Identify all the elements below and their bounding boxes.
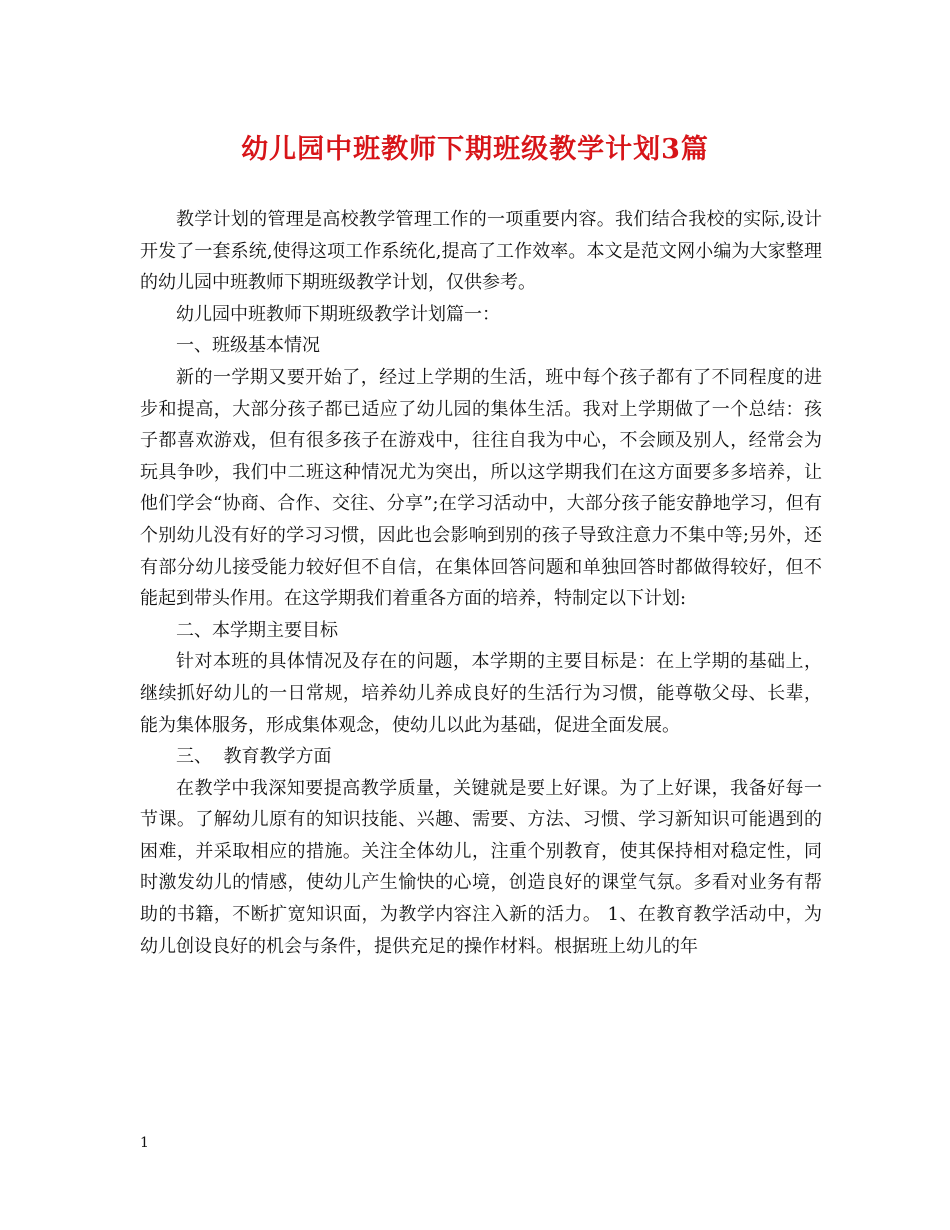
document-body: [140, 204, 822, 962]
main-goals-paragraph: 针对本班的具体情况及存在的问题，本学期的主要目标是：在上学期的基础上，继续抓好幼儿的一日常规，培养幼儿养成良好的生活行为习惯，能尊敬父母、长辈，能为集体服务，形成集体观念，使幼儿以此为基础，促进全面发展。: [140, 651, 822, 736]
class-situation-paragraph: 新的一学期又要开始了，经过上学期的生活，班中每个孩子都有了不同程度的进步和提高，大部分孩子都已适应了幼儿园的集体生活。我对上学期做了一个总结：孩子都喜欢游戏，但有很多孩子在游戏中，往往自我为中心，不会顾及别人，经常会为玩具争吵，我们中二班这种情况尤为突出，所以这学期我们在这方面要多多培养，让他们学会“协商、合作、交往、分享”;在学习活动中，大部分孩子能安静地学习，但有个别幼儿没有好的学习习惯，因此也会影响到别的孩子导致注意力不集中等;另外，还有部分幼儿接受能力较好但不自信，在集体回答问题和单独回答时都做得较好，但不能起到带头作用。在这学期我们着重各方面的培养，特制定以下计划:: [140, 366, 822, 610]
section-heading-class-situation: 一、班级基本情况: [176, 335, 320, 357]
section-heading-plan-one: 幼儿园中班教师下期班级教学计划篇一：: [176, 303, 500, 325]
document-title: 幼儿园中班教师下期班级教学计划3篇: [241, 134, 709, 165]
page-number: 1: [140, 1135, 149, 1151]
teaching-paragraph: 在教学中我深知要提高教学质量，关键就是要上好课。为了上好课，我备好每一节课。了解幼儿原有的知识技能、兴趣、需要、方法、习惯、学习新知识可能遇到的困难，并采取相应的措施。关注全体幼儿，注重个别教育，使其保持相对稳定性，同时激发幼儿的情感，使幼儿产生愉快的心境，创造良好的课堂气氛。多看对业务有帮助的书籍，不断扩宽知识面，为教学内容注入新的活力。 1、在教育教学活动中，为幼儿创设良好的机会与条件，提供充足的操作材料。根据班上幼儿的年: [140, 777, 822, 957]
section-heading-main-goals: 二、本学期主要目标: [176, 619, 338, 641]
section-heading-teaching: 三、 教育教学方面: [176, 746, 332, 768]
intro-paragraph: 教学计划的管理是高校教学管理工作的一项重要内容。我们结合我校的实际,设计开发了一套系统,使得这项工作系统化,提高了工作效率。本文是范文网小编为大家整理的幼儿园中班教师下期班级教学计划，仅供参考。: [140, 209, 822, 294]
